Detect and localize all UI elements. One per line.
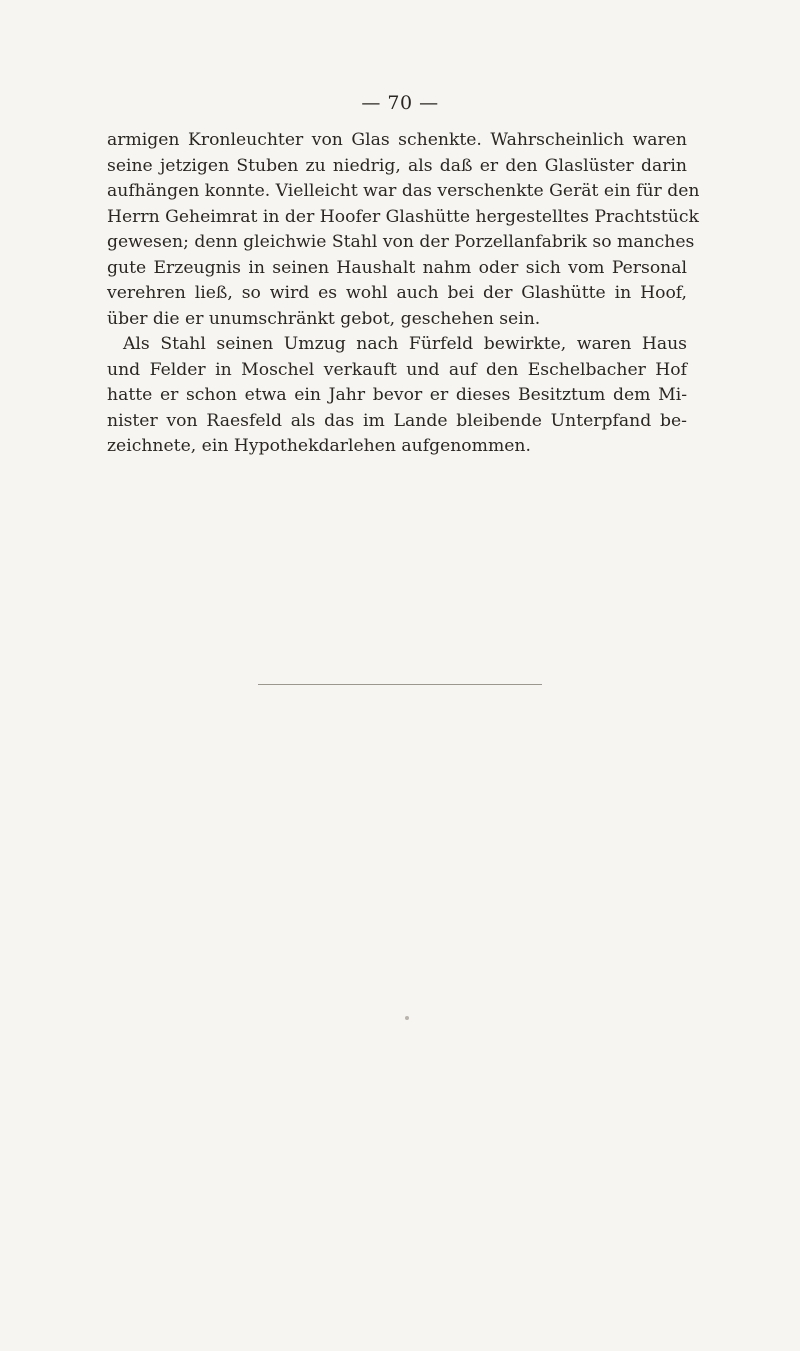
paper-speck xyxy=(405,1016,409,1020)
page-number: — 70 — xyxy=(361,92,439,114)
body-text xyxy=(107,128,700,460)
text-line: armigen Kronleuchter von Glas schenkte. Wahrscheinlich waren xyxy=(107,130,687,150)
text-line: hatte er schon etwa ein Jahr bevor er dieses Besitztum dem Mi- xyxy=(107,385,687,405)
divider-line xyxy=(258,684,542,685)
text-line: aufhängen konnte. Vielleicht war das verschenkte Gerät ein für den xyxy=(107,181,700,201)
text-line: nister von Raesfeld als das im Lande bleibende Unterpfand be- xyxy=(107,410,687,431)
text-line: verehren ließ, so wird es wohl auch bei der Glashütte in Hoof, xyxy=(107,283,687,303)
text-line: gewesen; denn gleichwie Stahl von der Porzellanfabrik so manches xyxy=(107,232,695,252)
text-line: über die er unumschränkt gebot, geschehen sein. xyxy=(107,308,541,329)
text-line: Als Stahl seinen Umzug nach Fürfeld bewirkte, waren Haus xyxy=(123,334,687,354)
text-line: Herrn Geheimrat in der Hoofer Glashütte hergestelltes Prachtstück xyxy=(107,206,699,227)
text-line: gute Erzeugnis in seinen Haushalt nahm oder sich vom Personal xyxy=(107,257,687,278)
text-line: und Felder in Moschel verkauft und auf den Eschelbacher Hof xyxy=(107,359,687,380)
text-line: zeichnete, ein Hypothekdarlehen aufgenommen. xyxy=(107,436,531,456)
text-line: seine jetzigen Stuben zu niedrig, als daß er den Glaslüster darin xyxy=(107,155,687,176)
